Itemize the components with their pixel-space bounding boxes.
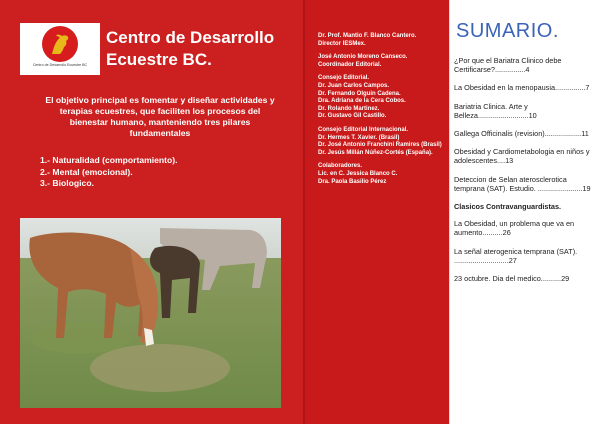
credit-line: Colaboradores.	[318, 163, 363, 170]
credit-line: Dr. Gustavo Gil Castillo.	[318, 113, 387, 120]
horses-photo	[20, 218, 281, 408]
credits	[318, 33, 446, 192]
title-line-2: Ecuestre BC.	[106, 50, 212, 69]
credit-line: Dr. Prof. Mantio F. Blanco Cantero.	[318, 33, 417, 39]
credit-line: Consejo Editorial Internacional.	[318, 126, 409, 133]
toc-entry: La Obesidad en la menopausia...............7	[454, 83, 590, 93]
logo	[20, 23, 100, 75]
credit-line: Dr. Hermes T. Xavier. (Brasil)	[318, 134, 400, 141]
credit-line: Coordinador Editorial.	[318, 61, 382, 68]
credit-line: Dr. Rolando Martinez.	[318, 105, 380, 112]
pillar-item: 1.- Naturalidad (comportamiento).	[40, 155, 178, 165]
credit-line: Lic. en C. Jessica Blanco C.	[318, 170, 398, 177]
toc-entry: Obesidad y Cardiometabologia en niños y adolescentes....13	[454, 147, 590, 166]
table-of-contents	[454, 56, 598, 292]
credits-director	[318, 33, 446, 48]
logo-caption: Centro de Desarrollo Ecuestre BC	[32, 63, 88, 67]
credits-collaborators	[318, 163, 446, 186]
toc-entry: Gallega Officinalis (revision)..................11	[454, 129, 589, 139]
horse-head-icon	[46, 30, 74, 58]
panel-divider	[303, 0, 305, 424]
pillars-list	[40, 155, 178, 190]
credits-international	[318, 127, 446, 157]
toc-entry: Deteccion de Selan aterosclerotica temprana (SAT). Estudio. ......................19	[454, 174, 591, 193]
toc-entry: ¿Por que el Bariatra Clinico debe Certificarse?...............4	[454, 56, 562, 75]
page-title	[106, 27, 274, 71]
toc-entry: 23 octubre. Dia del medico..........29	[454, 274, 570, 284]
toc-entry: Bariatria Clinica. Arte y Belleza.........................10	[454, 101, 537, 120]
toc-entry: La Obesidad, un problema que va en aumento..........26	[454, 219, 575, 238]
credit-line: Dr. Fernando Olguin Cadena.	[318, 90, 401, 97]
toc-section-heading: Clasicos Contravanguardistas.	[454, 202, 562, 212]
credit-line: Consejo Editorial.	[318, 75, 370, 82]
credit-line: José Antonio Moreno Canseco.	[318, 54, 408, 61]
title-line-1: Centro de Desarrollo	[106, 28, 275, 47]
credit-line: Dra. Paola Basilio Pérez	[318, 178, 387, 185]
credit-line: Dr. José Antonio Franchini Ramires (Brasil)	[318, 142, 442, 149]
objective-text: El objetivo principal es fomentar y diseñar actividades y terapias ecuestres, que faciliten los procesos del bienestar humano, manteniendo tres pilares fundamentales	[45, 95, 275, 138]
credit-line: Director IESMex.	[318, 40, 366, 47]
credits-council	[318, 75, 446, 121]
credits-coordinator	[318, 54, 446, 69]
credit-line: Dr. Jesús Millán Núñez-Cortés (España).	[318, 149, 433, 156]
sumario-title: SUMARIO.	[456, 20, 559, 42]
pillar-item: 3.- Biologico.	[40, 178, 94, 188]
credit-line: Dra. Adriana de la Cera Cobos.	[318, 98, 406, 105]
credit-line: Dr. Juan Carlos Campos.	[318, 82, 390, 89]
toc-entry: La señal aterogenica temprana (SAT). ...........................27	[454, 246, 578, 265]
pillar-item: 2.- Mental (emocional).	[40, 166, 133, 177]
